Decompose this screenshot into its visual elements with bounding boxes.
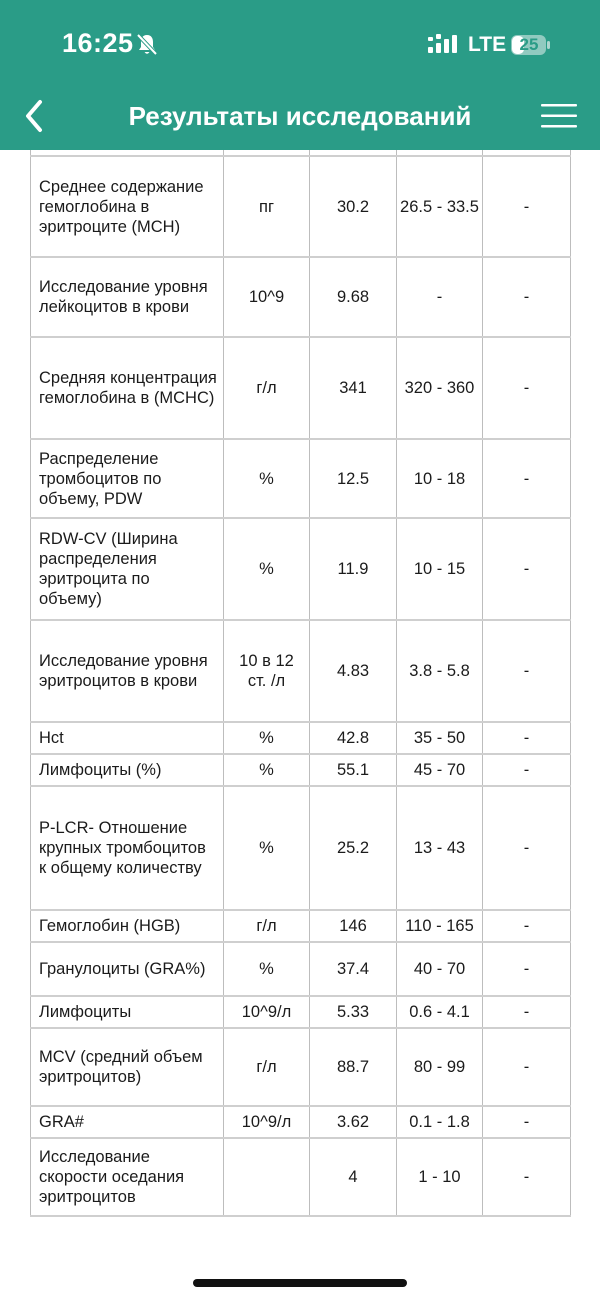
- test-reference: 26.5 - 33.5: [397, 156, 483, 257]
- test-reference: 13 - 43: [397, 786, 483, 910]
- test-unit: г/л: [224, 910, 310, 942]
- test-name: Исследование скорости оседания эритроцитов: [31, 1138, 224, 1216]
- table-row: [31, 754, 571, 786]
- test-name: Гемоглобин (HGB): [31, 910, 224, 942]
- page-title: Результаты исследований: [128, 101, 472, 131]
- table-row: [31, 518, 571, 620]
- test-flag: -: [483, 722, 571, 754]
- test-unit: %: [224, 754, 310, 786]
- test-value: 11.9: [310, 518, 397, 620]
- test-reference: 45 - 70: [397, 754, 483, 786]
- test-value: 341: [310, 337, 397, 439]
- test-reference: 80 - 99: [397, 1028, 483, 1106]
- test-unit: 10^9/л: [224, 1106, 310, 1138]
- test-name: Исследование уровня эритроцитов в крови: [31, 620, 224, 722]
- test-value: 42.8: [310, 722, 397, 754]
- test-value: 88.7: [310, 1028, 397, 1106]
- test-flag: -: [483, 1106, 571, 1138]
- test-reference: 10 - 15: [397, 518, 483, 620]
- test-name: Распределение тромбоцитов по объему, PDW: [31, 439, 224, 518]
- table-row: [31, 337, 571, 439]
- test-reference: 0.6 - 4.1: [397, 996, 483, 1028]
- test-value: 3.62: [310, 1106, 397, 1138]
- test-name: Средняя концентрация гемоглобина в (MCHC): [31, 337, 224, 439]
- test-value: 5.33: [310, 996, 397, 1028]
- test-flag: -: [483, 518, 571, 620]
- test-flag: -: [483, 1138, 571, 1216]
- status-bar: [0, 0, 600, 90]
- test-value: 12.5: [310, 439, 397, 518]
- table-row: [31, 1028, 571, 1106]
- test-flag: -: [483, 910, 571, 942]
- test-name: P-LCR- Отношение крупных тромбоцитов к общему количеству: [31, 786, 224, 910]
- test-value: 9.68: [310, 257, 397, 337]
- test-value: 37.4: [310, 942, 397, 996]
- test-value: 146: [310, 910, 397, 942]
- test-flag: -: [483, 942, 571, 996]
- table-row: [31, 439, 571, 518]
- test-reference: 1 - 10: [397, 1138, 483, 1216]
- status-time: 16:25: [62, 28, 134, 58]
- test-flag: -: [483, 257, 571, 337]
- back-button[interactable]: [20, 98, 50, 134]
- test-unit: %: [224, 786, 310, 910]
- table-row: [31, 1138, 571, 1216]
- test-flag: -: [483, 337, 571, 439]
- results-table: [30, 150, 571, 1217]
- test-flag: -: [483, 996, 571, 1028]
- test-name: Исследование уровня лейкоцитов в крови: [31, 257, 224, 337]
- test-value: 55.1: [310, 754, 397, 786]
- test-unit: 10^9: [224, 257, 310, 337]
- test-reference: 10 - 18: [397, 439, 483, 518]
- test-reference: 0.1 - 1.8: [397, 1106, 483, 1138]
- test-name: Среднее содержание гемоглобина в эритроците (MCH): [31, 156, 224, 257]
- test-value: 4.83: [310, 620, 397, 722]
- test-reference: 3.8 - 5.8: [397, 620, 483, 722]
- test-name: Hct: [31, 722, 224, 754]
- test-unit: %: [224, 722, 310, 754]
- test-unit: %: [224, 518, 310, 620]
- test-unit: 10 в 12 ст. /л: [224, 620, 310, 722]
- test-name: Лимфоциты: [31, 996, 224, 1028]
- test-reference: -: [397, 257, 483, 337]
- test-flag: -: [483, 620, 571, 722]
- test-flag: -: [483, 1028, 571, 1106]
- test-value: 4: [310, 1138, 397, 1216]
- table-row: [31, 786, 571, 910]
- test-unit: [224, 1138, 310, 1216]
- table-row: [31, 996, 571, 1028]
- test-flag: -: [483, 754, 571, 786]
- network-type: LTE: [468, 33, 507, 56]
- table-row: [31, 620, 571, 722]
- test-name: MCV (средний объем эритроцитов): [31, 1028, 224, 1106]
- test-flag: -: [483, 156, 571, 257]
- battery-level: 25: [519, 35, 539, 54]
- top-app-bar: [0, 0, 600, 150]
- test-reference: 40 - 70: [397, 942, 483, 996]
- test-value: 30.2: [310, 156, 397, 257]
- table-row: [31, 722, 571, 754]
- test-unit: г/л: [224, 337, 310, 439]
- test-name: RDW-CV (Ширина распределения эритроцита по объему): [31, 518, 224, 620]
- test-name: Гранулоциты (GRA%): [31, 942, 224, 996]
- test-name: Лимфоциты (%): [31, 754, 224, 786]
- table-row: [31, 942, 571, 996]
- home-indicator[interactable]: [193, 1279, 407, 1287]
- results-table-container[interactable]: [30, 150, 570, 1217]
- table-row: [31, 257, 571, 337]
- test-flag: -: [483, 439, 571, 518]
- table-row: [31, 1106, 571, 1138]
- test-flag: -: [483, 786, 571, 910]
- table-row: [31, 156, 571, 257]
- test-reference: 320 - 360: [397, 337, 483, 439]
- test-value: 25.2: [310, 786, 397, 910]
- test-unit: пг: [224, 156, 310, 257]
- test-reference: 110 - 165: [397, 910, 483, 942]
- test-unit: 10^9/л: [224, 996, 310, 1028]
- test-reference: 35 - 50: [397, 722, 483, 754]
- signal-bars-icon: [428, 34, 460, 56]
- test-name: GRA#: [31, 1106, 224, 1138]
- test-unit: г/л: [224, 1028, 310, 1106]
- hamburger-menu-icon[interactable]: [540, 102, 578, 130]
- test-unit: %: [224, 439, 310, 518]
- table-row: [31, 910, 571, 942]
- test-unit: %: [224, 942, 310, 996]
- bell-muted-icon: [136, 33, 158, 57]
